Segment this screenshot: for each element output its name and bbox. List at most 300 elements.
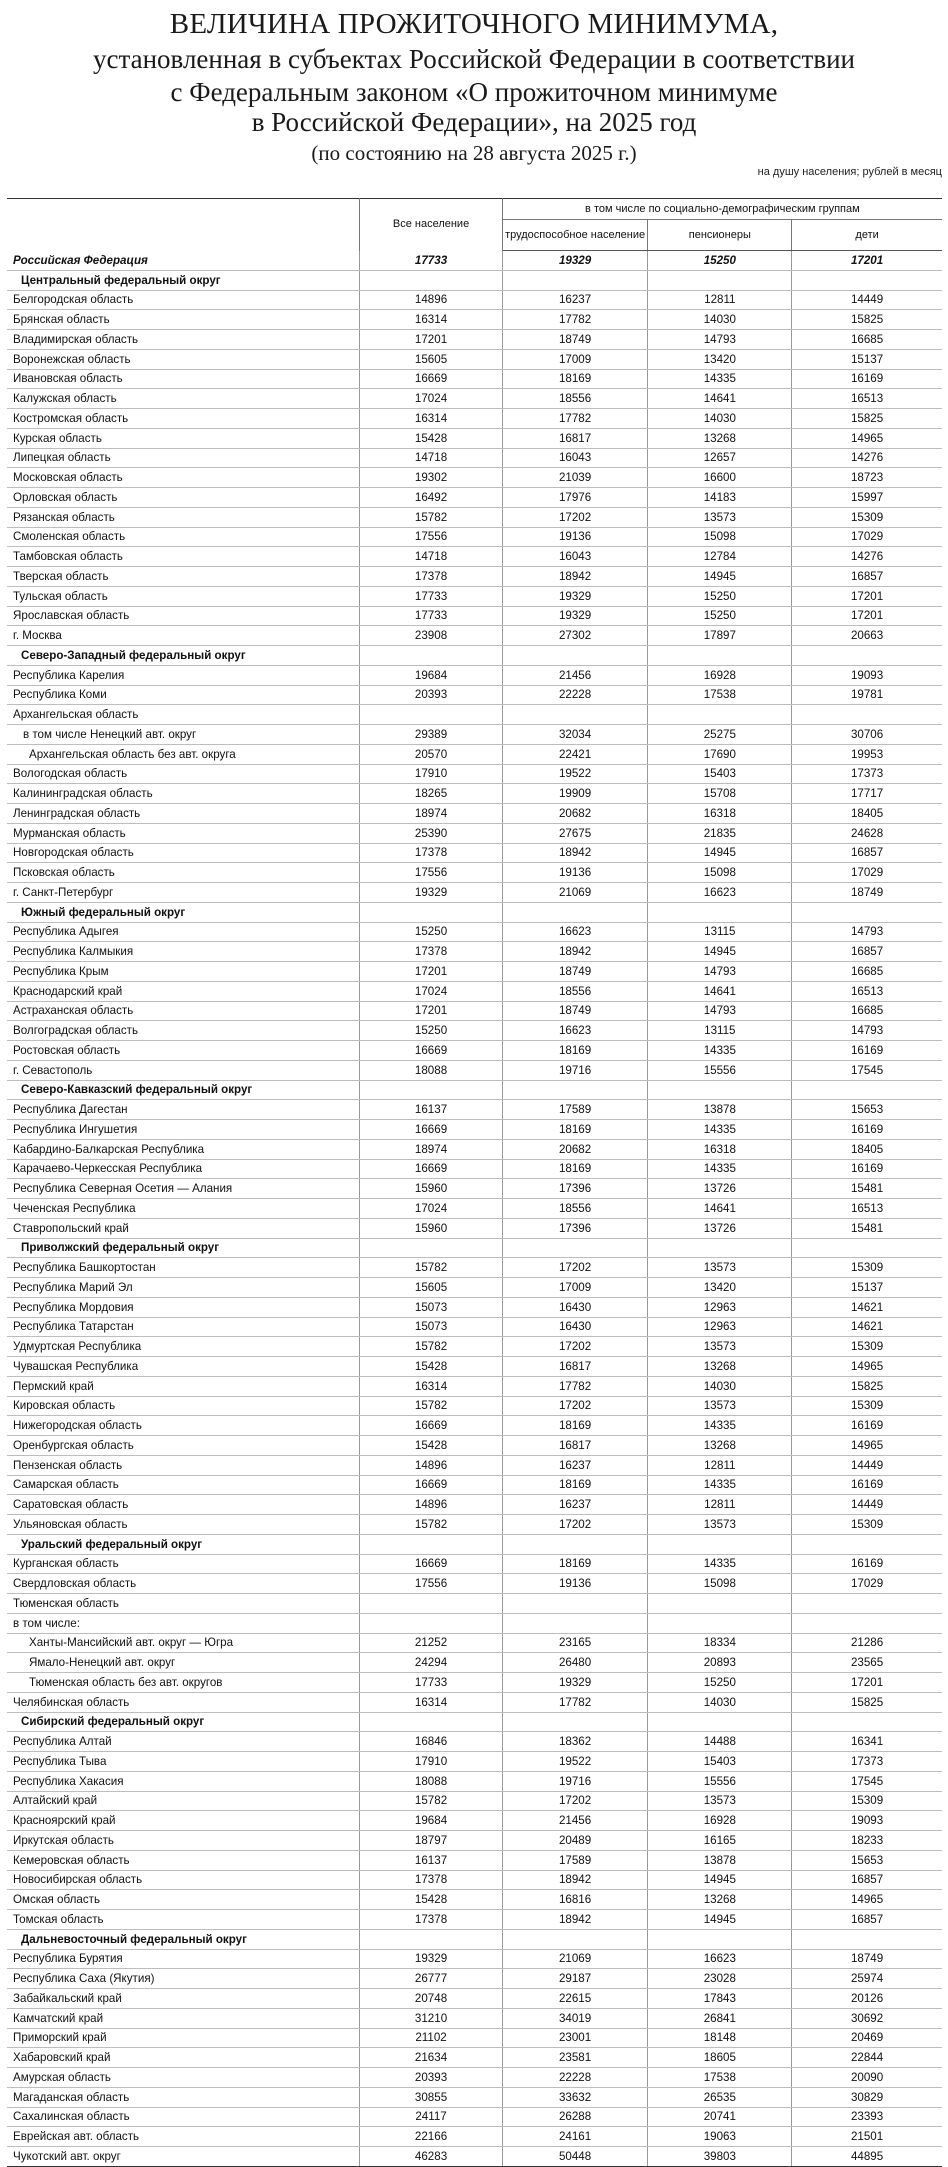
table-row bbox=[7, 922, 942, 942]
pensioners-cell: 14030 bbox=[648, 310, 792, 330]
region-name-cell: Республика Татарстан bbox=[7, 1317, 360, 1337]
children-cell: 16857 bbox=[792, 843, 942, 863]
working-population-cell: 17009 bbox=[502, 349, 648, 369]
working-population-cell: 24161 bbox=[502, 2127, 648, 2147]
region-name-cell: Ханты-Мансийский авт. округ — Югра bbox=[7, 1633, 360, 1653]
table-row bbox=[7, 468, 942, 488]
region-name-cell: Курганская область bbox=[7, 1554, 360, 1574]
all-population-cell: 16846 bbox=[360, 1732, 502, 1752]
region-name-cell: г. Санкт-Петербург bbox=[7, 883, 360, 903]
all-population-cell: 18974 bbox=[360, 804, 502, 824]
children-cell: 14621 bbox=[792, 1317, 942, 1337]
table-row bbox=[7, 1870, 942, 1890]
region-name-cell: Республика Адыгея bbox=[7, 922, 360, 942]
region-name-cell: Вологодская область bbox=[7, 764, 360, 784]
pensioners-cell bbox=[648, 1080, 792, 1100]
pensioners-cell: 13573 bbox=[648, 1396, 792, 1416]
working-population-cell: 18749 bbox=[502, 962, 648, 982]
pensioners-cell: 14641 bbox=[648, 1199, 792, 1219]
pensioners-cell: 18148 bbox=[648, 2028, 792, 2048]
children-cell: 14276 bbox=[792, 547, 942, 567]
working-population-cell: 19329 bbox=[502, 586, 648, 606]
all-population-cell: 15605 bbox=[360, 1278, 502, 1298]
children-cell: 25974 bbox=[792, 1969, 942, 1989]
pensioners-cell: 14335 bbox=[648, 1159, 792, 1179]
children-cell: 16169 bbox=[792, 1416, 942, 1436]
pensioners-cell: 13573 bbox=[648, 1515, 792, 1535]
pensioners-cell: 18334 bbox=[648, 1633, 792, 1653]
pensioners-cell: 17690 bbox=[648, 744, 792, 764]
children-cell: 18405 bbox=[792, 804, 942, 824]
table-row bbox=[7, 2068, 942, 2088]
table-row bbox=[7, 1732, 942, 1752]
region-name-cell: Ульяновская область bbox=[7, 1515, 360, 1535]
pensioners-cell: 26841 bbox=[648, 2008, 792, 2028]
children-cell bbox=[792, 1613, 942, 1633]
table-row bbox=[7, 488, 942, 508]
table-row bbox=[7, 1752, 942, 1772]
pensioners-cell: 13268 bbox=[648, 1890, 792, 1910]
pensioners-cell: 15250 bbox=[648, 606, 792, 626]
pensioners-cell: 14945 bbox=[648, 567, 792, 587]
pensioners-cell: 12811 bbox=[648, 290, 792, 310]
working-population-cell: 26288 bbox=[502, 2107, 648, 2127]
region-name-cell: Приморский край bbox=[7, 2028, 360, 2048]
all-population-cell: 17378 bbox=[360, 843, 502, 863]
pensioners-cell: 14793 bbox=[648, 962, 792, 982]
working-population-cell: 16623 bbox=[502, 922, 648, 942]
working-population-cell: 16816 bbox=[502, 1890, 648, 1910]
district-row bbox=[7, 1080, 942, 1100]
region-name-cell: Забайкальский край bbox=[7, 1989, 360, 2009]
children-cell: 17029 bbox=[792, 863, 942, 883]
working-population-cell: 18169 bbox=[502, 1041, 648, 1061]
region-name-cell: Смоленская область bbox=[7, 527, 360, 547]
region-name-cell: г. Москва bbox=[7, 626, 360, 646]
pensioners-cell: 12811 bbox=[648, 1455, 792, 1475]
table-row bbox=[7, 626, 942, 646]
all-population-cell: 16137 bbox=[360, 1850, 502, 1870]
table-row bbox=[7, 1850, 942, 1870]
pensioners-cell bbox=[648, 705, 792, 725]
pensioners-cell: 17843 bbox=[648, 1989, 792, 2009]
pensioners-cell: 14030 bbox=[648, 1692, 792, 1712]
all-population-cell: 23908 bbox=[360, 626, 502, 646]
region-name-cell: Республика Коми bbox=[7, 685, 360, 705]
pensioners-cell: 17538 bbox=[648, 2068, 792, 2088]
all-population-cell: 19302 bbox=[360, 468, 502, 488]
all-population-cell: 16669 bbox=[360, 1416, 502, 1436]
table-row bbox=[7, 843, 942, 863]
table-row bbox=[7, 1495, 942, 1515]
region-name-cell: Орловская область bbox=[7, 488, 360, 508]
working-population-cell: 16237 bbox=[502, 1495, 648, 1515]
header-all-population: Все население bbox=[360, 199, 502, 251]
table-row bbox=[7, 1673, 942, 1693]
table-row bbox=[7, 1475, 942, 1495]
region-name-cell: Костромская область bbox=[7, 409, 360, 429]
working-population-cell: 18169 bbox=[502, 1159, 648, 1179]
region-name-cell: Хабаровский край bbox=[7, 2048, 360, 2068]
all-population-cell bbox=[360, 705, 502, 725]
table-row bbox=[7, 764, 942, 784]
all-population-cell: 15782 bbox=[360, 1515, 502, 1535]
table-row bbox=[7, 1910, 942, 1930]
table-row bbox=[7, 389, 942, 409]
working-population-cell: 20682 bbox=[502, 804, 648, 824]
region-name-cell: Алтайский край bbox=[7, 1791, 360, 1811]
pensioners-cell: 15556 bbox=[648, 1771, 792, 1791]
all-population-cell: 15250 bbox=[360, 922, 502, 942]
pensioners-cell: 16928 bbox=[648, 665, 792, 685]
all-population-cell: 18088 bbox=[360, 1060, 502, 1080]
working-population-cell: 16430 bbox=[502, 1297, 648, 1317]
pensioners-cell: 25275 bbox=[648, 725, 792, 745]
district-row bbox=[7, 1238, 942, 1258]
table-row bbox=[7, 1633, 942, 1653]
region-name-cell: Северо-Кавказский федеральный округ bbox=[7, 1080, 360, 1100]
table-row bbox=[7, 1890, 942, 1910]
table-row bbox=[7, 823, 942, 843]
pensioners-cell bbox=[648, 1712, 792, 1732]
table-row bbox=[7, 1100, 942, 1120]
working-population-cell: 16237 bbox=[502, 290, 648, 310]
working-population-cell: 17589 bbox=[502, 1100, 648, 1120]
pensioners-cell: 13268 bbox=[648, 1436, 792, 1456]
region-name-cell: Тверская область bbox=[7, 567, 360, 587]
table-row bbox=[7, 962, 942, 982]
children-cell: 20126 bbox=[792, 1989, 942, 2009]
all-population-cell: 17201 bbox=[360, 330, 502, 350]
working-population-cell: 20682 bbox=[502, 1139, 648, 1159]
working-population-cell: 16043 bbox=[502, 448, 648, 468]
table-row bbox=[7, 1021, 942, 1041]
table-row bbox=[7, 685, 942, 705]
all-population-cell: 19684 bbox=[360, 665, 502, 685]
pensioners-cell bbox=[648, 1594, 792, 1614]
region-name-cell: Центральный федеральный округ bbox=[7, 270, 360, 290]
working-population-cell: 19329 bbox=[502, 606, 648, 626]
working-population-cell: 16623 bbox=[502, 1021, 648, 1041]
region-name-cell: Владимирская область bbox=[7, 330, 360, 350]
children-cell: 16513 bbox=[792, 389, 942, 409]
working-population-cell: 18169 bbox=[502, 369, 648, 389]
table-row bbox=[7, 1771, 942, 1791]
all-population-cell: 17201 bbox=[360, 962, 502, 982]
pensioners-cell: 12784 bbox=[648, 547, 792, 567]
working-population-cell bbox=[502, 1080, 648, 1100]
children-cell: 16169 bbox=[792, 1475, 942, 1495]
region-name-cell: Ленинградская область bbox=[7, 804, 360, 824]
district-row bbox=[7, 902, 942, 922]
region-name-cell: Еврейская авт. область bbox=[7, 2127, 360, 2147]
region-name-cell: Омская область bbox=[7, 1890, 360, 1910]
region-name-cell: Красноярский край bbox=[7, 1811, 360, 1831]
working-population-cell: 17202 bbox=[502, 1791, 648, 1811]
header-children: дети bbox=[792, 220, 942, 251]
children-cell bbox=[792, 705, 942, 725]
table-row bbox=[7, 1357, 942, 1377]
children-cell: 30706 bbox=[792, 725, 942, 745]
table-row bbox=[7, 1455, 942, 1475]
working-population-cell bbox=[502, 1534, 648, 1554]
pensioners-cell: 15250 bbox=[648, 1673, 792, 1693]
pensioners-cell: 14945 bbox=[648, 1870, 792, 1890]
region-name-cell: Тюменская область без авт. округов bbox=[7, 1673, 360, 1693]
pensioners-cell: 14945 bbox=[648, 843, 792, 863]
working-population-cell: 21039 bbox=[502, 468, 648, 488]
working-population-cell: 19716 bbox=[502, 1771, 648, 1791]
children-cell: 17029 bbox=[792, 527, 942, 547]
children-cell: 16341 bbox=[792, 1732, 942, 1752]
all-population-cell: 17378 bbox=[360, 1910, 502, 1930]
children-cell bbox=[792, 1080, 942, 1100]
region-name-cell: Рязанская область bbox=[7, 507, 360, 527]
all-population-cell: 17024 bbox=[360, 389, 502, 409]
region-name-cell: Архангельская область bbox=[7, 705, 360, 725]
region-name-cell: г. Севастополь bbox=[7, 1060, 360, 1080]
table-row bbox=[7, 369, 942, 389]
pensioners-cell: 15098 bbox=[648, 1574, 792, 1594]
pensioners-cell: 13726 bbox=[648, 1218, 792, 1238]
working-population-cell: 19136 bbox=[502, 527, 648, 547]
pensioners-cell: 14335 bbox=[648, 369, 792, 389]
region-name-cell: Томская область bbox=[7, 1910, 360, 1930]
title-line-2: установленная в субъектах Российской Федерации в соответствии bbox=[93, 44, 855, 74]
table-row bbox=[7, 2107, 942, 2127]
pensioners-cell: 16623 bbox=[648, 1949, 792, 1969]
working-population-cell: 23165 bbox=[502, 1633, 648, 1653]
children-cell: 22844 bbox=[792, 2048, 942, 2068]
working-population-cell: 17202 bbox=[502, 507, 648, 527]
children-cell: 15309 bbox=[792, 507, 942, 527]
pensioners-cell: 14183 bbox=[648, 488, 792, 508]
children-cell: 18405 bbox=[792, 1139, 942, 1159]
working-population-cell: 18942 bbox=[502, 1870, 648, 1890]
working-population-cell: 34019 bbox=[502, 2008, 648, 2028]
working-population-cell: 18942 bbox=[502, 942, 648, 962]
working-population-cell: 18942 bbox=[502, 843, 648, 863]
all-population-cell: 15782 bbox=[360, 507, 502, 527]
children-cell: 16857 bbox=[792, 1870, 942, 1890]
working-population-cell: 22228 bbox=[502, 685, 648, 705]
children-cell: 21501 bbox=[792, 2127, 942, 2147]
working-population-cell bbox=[502, 1712, 648, 1732]
all-population-cell bbox=[360, 1712, 502, 1732]
table-row bbox=[7, 1436, 942, 1456]
pensioners-cell: 13573 bbox=[648, 1258, 792, 1278]
table-row bbox=[7, 2147, 942, 2167]
table-row bbox=[7, 1159, 942, 1179]
pensioners-cell: 14335 bbox=[648, 1416, 792, 1436]
table-row bbox=[7, 2087, 942, 2107]
region-name-cell: Воронежская область bbox=[7, 349, 360, 369]
children-cell: 16685 bbox=[792, 1001, 942, 1021]
region-name-cell: Кемеровская область bbox=[7, 1850, 360, 1870]
children-cell: 15825 bbox=[792, 1692, 942, 1712]
children-cell: 16857 bbox=[792, 567, 942, 587]
working-population-cell: 17782 bbox=[502, 310, 648, 330]
all-population-cell bbox=[360, 1534, 502, 1554]
region-name-cell: Чеченская Республика bbox=[7, 1199, 360, 1219]
all-population-cell: 18265 bbox=[360, 784, 502, 804]
region-name-cell: Иркутская область bbox=[7, 1831, 360, 1851]
region-name-cell: Волгоградская область bbox=[7, 1021, 360, 1041]
all-population-cell: 15782 bbox=[360, 1258, 502, 1278]
all-population-cell: 17024 bbox=[360, 981, 502, 1001]
children-cell: 15309 bbox=[792, 1396, 942, 1416]
all-population-cell: 15960 bbox=[360, 1179, 502, 1199]
working-population-cell: 19329 bbox=[502, 1673, 648, 1693]
all-population-cell: 15782 bbox=[360, 1396, 502, 1416]
pensioners-cell: 13268 bbox=[648, 428, 792, 448]
all-population-cell: 14896 bbox=[360, 1455, 502, 1475]
table-row bbox=[7, 1337, 942, 1357]
pensioners-cell: 15098 bbox=[648, 527, 792, 547]
all-population-cell: 16669 bbox=[360, 1120, 502, 1140]
table-row bbox=[7, 863, 942, 883]
children-cell: 16169 bbox=[792, 1041, 942, 1061]
pensioners-cell bbox=[648, 902, 792, 922]
working-population-cell: 17202 bbox=[502, 1258, 648, 1278]
working-population-cell: 16043 bbox=[502, 547, 648, 567]
working-population-cell: 21456 bbox=[502, 665, 648, 685]
units-note: на душу населения; рублей в месяц bbox=[757, 166, 942, 178]
children-cell: 20090 bbox=[792, 2068, 942, 2088]
header-pensioners: пенсионеры bbox=[648, 220, 792, 251]
all-population-cell: 29389 bbox=[360, 725, 502, 745]
all-population-cell: 19684 bbox=[360, 1811, 502, 1831]
table-row bbox=[7, 665, 942, 685]
children-cell: 14449 bbox=[792, 1495, 942, 1515]
region-name-cell: Республика Бурятия bbox=[7, 1949, 360, 1969]
region-name-cell: Калужская область bbox=[7, 389, 360, 409]
pensioners-cell: 15250 bbox=[648, 251, 792, 271]
working-population-cell: 19136 bbox=[502, 1574, 648, 1594]
table-row bbox=[7, 1001, 942, 1021]
table-row bbox=[7, 1613, 942, 1633]
children-cell: 24628 bbox=[792, 823, 942, 843]
pensioners-cell: 23028 bbox=[648, 1969, 792, 1989]
all-population-cell: 14896 bbox=[360, 1495, 502, 1515]
region-name-cell: Республика Калмыкия bbox=[7, 942, 360, 962]
region-name-cell: Удмуртская Республика bbox=[7, 1337, 360, 1357]
all-population-cell bbox=[360, 1613, 502, 1633]
table-row bbox=[7, 1554, 942, 1574]
pensioners-cell bbox=[648, 1929, 792, 1949]
children-cell: 23393 bbox=[792, 2107, 942, 2127]
working-population-cell: 18942 bbox=[502, 1910, 648, 1930]
region-name-cell: Саратовская область bbox=[7, 1495, 360, 1515]
table-row bbox=[7, 1041, 942, 1061]
children-cell bbox=[792, 1712, 942, 1732]
table-row bbox=[7, 349, 942, 369]
children-cell: 15309 bbox=[792, 1791, 942, 1811]
region-name-cell: Республика Северная Осетия — Алания bbox=[7, 1179, 360, 1199]
working-population-cell: 17396 bbox=[502, 1179, 648, 1199]
children-cell: 16169 bbox=[792, 1554, 942, 1574]
children-cell: 19093 bbox=[792, 1811, 942, 1831]
table-row bbox=[7, 1515, 942, 1535]
pensioners-cell: 13573 bbox=[648, 1337, 792, 1357]
working-population-cell bbox=[502, 1594, 648, 1614]
table-row bbox=[7, 1139, 942, 1159]
district-row bbox=[7, 270, 942, 290]
all-population-cell: 14718 bbox=[360, 448, 502, 468]
all-population-cell: 21634 bbox=[360, 2048, 502, 2068]
working-population-cell: 17009 bbox=[502, 1278, 648, 1298]
region-name-cell: Брянская область bbox=[7, 310, 360, 330]
all-population-cell: 17556 bbox=[360, 1574, 502, 1594]
district-row bbox=[7, 1712, 942, 1732]
pensioners-cell: 16318 bbox=[648, 804, 792, 824]
region-name-cell: Кировская область bbox=[7, 1396, 360, 1416]
all-population-cell: 17733 bbox=[360, 586, 502, 606]
all-population-cell: 20393 bbox=[360, 685, 502, 705]
working-population-cell: 17782 bbox=[502, 1376, 648, 1396]
pensioners-cell: 17897 bbox=[648, 626, 792, 646]
table-row bbox=[7, 883, 942, 903]
children-cell: 15137 bbox=[792, 349, 942, 369]
region-name-cell: Белгородская область bbox=[7, 290, 360, 310]
region-name-cell: Нижегородская область bbox=[7, 1416, 360, 1436]
table-row bbox=[7, 1199, 942, 1219]
working-population-cell: 23001 bbox=[502, 2028, 648, 2048]
all-population-cell: 17024 bbox=[360, 1199, 502, 1219]
working-population-cell bbox=[502, 270, 648, 290]
children-cell: 17201 bbox=[792, 606, 942, 626]
pensioners-cell: 13726 bbox=[648, 1179, 792, 1199]
working-population-cell: 22615 bbox=[502, 1989, 648, 2009]
all-population-cell: 17378 bbox=[360, 567, 502, 587]
all-population-cell: 17556 bbox=[360, 527, 502, 547]
table-row bbox=[7, 1317, 942, 1337]
children-cell bbox=[792, 1238, 942, 1258]
pensioners-cell: 16165 bbox=[648, 1831, 792, 1851]
children-cell: 15825 bbox=[792, 1376, 942, 1396]
working-population-cell: 18556 bbox=[502, 981, 648, 1001]
working-population-cell bbox=[502, 1238, 648, 1258]
all-population-cell: 18797 bbox=[360, 1831, 502, 1851]
region-name-cell: Пензенская область bbox=[7, 1455, 360, 1475]
region-name-cell: Ростовская область bbox=[7, 1041, 360, 1061]
table-row bbox=[7, 942, 942, 962]
all-population-cell: 26777 bbox=[360, 1969, 502, 1989]
pensioners-cell: 15556 bbox=[648, 1060, 792, 1080]
region-name-cell: Республика Мордовия bbox=[7, 1297, 360, 1317]
region-name-cell: Оренбургская область bbox=[7, 1436, 360, 1456]
all-population-cell: 19329 bbox=[360, 1949, 502, 1969]
table-row bbox=[7, 507, 942, 527]
pensioners-cell: 26535 bbox=[648, 2087, 792, 2107]
region-name-cell: Российская Федерация bbox=[7, 251, 360, 271]
all-population-cell: 17733 bbox=[360, 251, 502, 271]
pensioners-cell: 12963 bbox=[648, 1317, 792, 1337]
pensioners-cell: 14030 bbox=[648, 409, 792, 429]
all-population-cell bbox=[360, 646, 502, 666]
children-cell: 44895 bbox=[792, 2147, 942, 2167]
region-name-cell: Свердловская область bbox=[7, 1574, 360, 1594]
region-name-cell: Республика Дагестан bbox=[7, 1100, 360, 1120]
all-population-cell bbox=[360, 1929, 502, 1949]
region-name-cell: Магаданская область bbox=[7, 2087, 360, 2107]
region-name-cell: Самарская область bbox=[7, 1475, 360, 1495]
region-name-cell: Амурская область bbox=[7, 2068, 360, 2088]
pensioners-cell bbox=[648, 1238, 792, 1258]
table-row bbox=[7, 1416, 942, 1436]
all-population-cell: 16669 bbox=[360, 369, 502, 389]
all-population-cell: 15428 bbox=[360, 428, 502, 448]
